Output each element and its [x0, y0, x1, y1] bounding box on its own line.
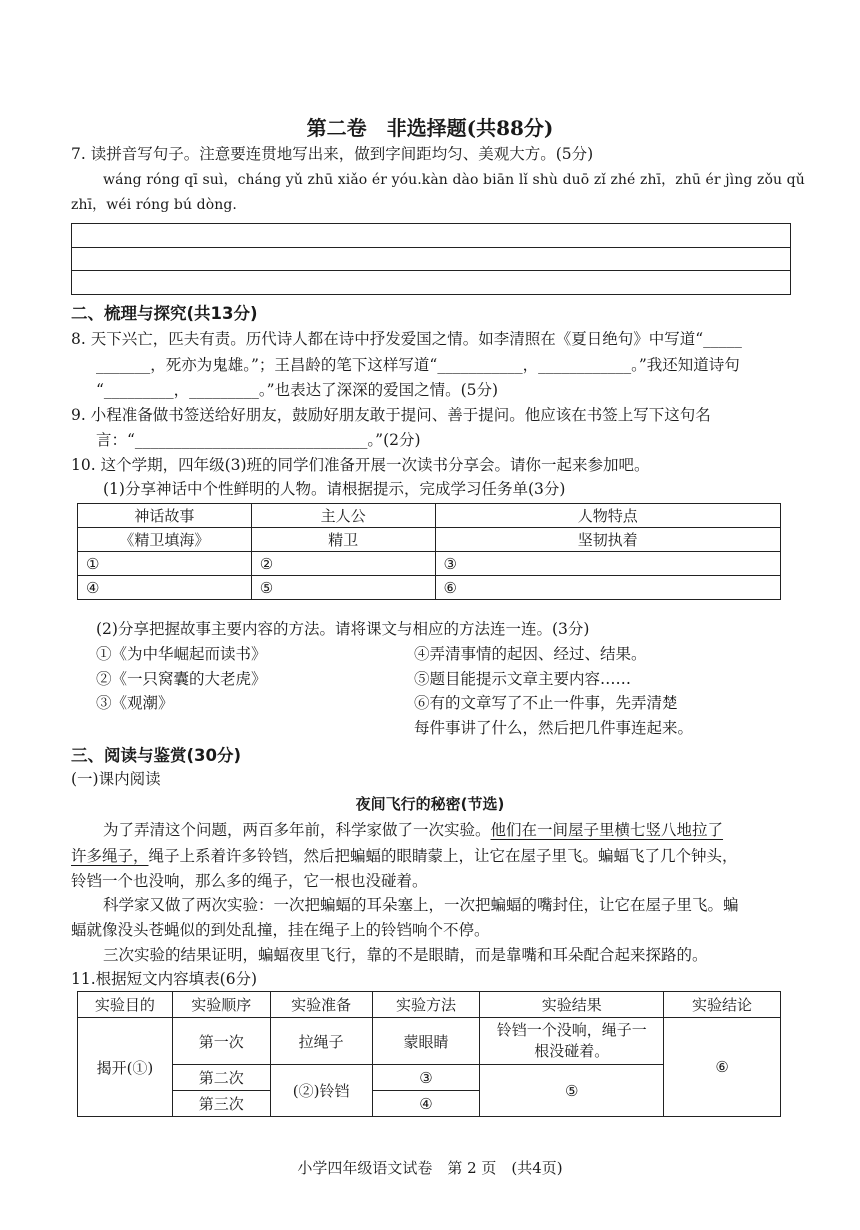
method-cell: 蒙眼睛	[372, 1018, 480, 1065]
match-left-item[interactable]: ②《一只窝囊的大老虎》	[96, 670, 267, 688]
underlined-sentence: 许多绳子，	[71, 847, 149, 865]
header-cell: 实验方法	[372, 992, 480, 1018]
conclusion-cell[interactable]: ⑥	[664, 1018, 781, 1117]
q10-stem: 10. 这个学期，四年级(3)班的同学们准备开展一次读书分享会。请你一起来参加吧。	[71, 456, 650, 474]
q8-line1: 8. 天下兴亡，匹夫有责。历代诗人都在诗中抒发爱国之情。如李清照在《夏日绝句》中写道“_____	[71, 330, 742, 348]
match-right-item[interactable]: ⑤题目能提示文章主要内容……	[414, 670, 632, 688]
answer-line	[72, 270, 790, 271]
q10-sub1: (1)分享神话中个性鲜明的人物。请根据提示，完成学习任务单(3分)	[103, 480, 566, 498]
passage-p1-line1	[103, 818, 723, 840]
q7-stem: 7. 读拼音写句子。注意要连贯地写出来，做到字间距均匀、美观大方。(5分)	[71, 145, 594, 163]
passage-p3: 三次实验的结果证明，蝙蝠夜里飞行，靠的不是眼睛，而是靠嘴和耳朵配合起来探路的。	[103, 946, 708, 964]
blank-cell[interactable]: ⑥	[435, 576, 781, 600]
q11-stem: 11.根据短文内容填表(6分)	[71, 970, 258, 988]
blank-cell[interactable]: ①	[78, 552, 252, 576]
header-cell: 神话故事	[78, 504, 252, 528]
table-cell: 坚韧执着	[435, 528, 781, 552]
match-left-item[interactable]: ①《为中华崛起而读书》	[96, 645, 267, 663]
answer-line	[72, 247, 790, 248]
prep-cell[interactable]: (②)铃铛	[270, 1065, 372, 1117]
result-text: 铃铛一个没响，绳子一	[496, 1021, 647, 1039]
method-cell[interactable]: ③	[372, 1065, 480, 1091]
prep-cell: 拉绳子	[270, 1018, 372, 1065]
table-row	[78, 552, 781, 576]
header-cell: 实验准备	[270, 992, 372, 1018]
section3-heading: 三、阅读与鉴赏(30分)	[71, 746, 242, 765]
task-table-header	[78, 504, 781, 528]
table-cell: 《精卫填海》	[78, 528, 252, 552]
match-right-item[interactable]: ④弄清事情的起因、经过、结果。	[414, 645, 647, 663]
header-cell: 实验目的	[78, 992, 173, 1018]
experiment-table	[77, 991, 781, 1117]
q10-sub2: (2)分享把握故事主要内容的方法。请将课文与相应的方法连一连。(3分)	[96, 620, 590, 638]
table-row	[78, 528, 781, 552]
result-text: 根没碰着。	[534, 1042, 610, 1060]
header-cell: 主人公	[251, 504, 435, 528]
passage-p1-line3: 铃铛一个也没响，那么多的绳子，它一根也没碰着。	[71, 872, 428, 890]
q7-answer-grid[interactable]	[71, 223, 791, 295]
page-footer: 小学四年级语文试卷 第 2 页 (共4页)	[297, 1159, 563, 1177]
blank-cell[interactable]: ②	[251, 552, 435, 576]
blank-cell[interactable]: ⑤	[251, 576, 435, 600]
match-right-item[interactable]: ⑥有的文章写了不止一件事，先弄清楚	[414, 694, 678, 712]
q8-line2: _______，死亦为鬼雄。”；王昌龄的笔下这样写道“___________，____________。”我还知道诗句	[96, 356, 740, 374]
table-row	[78, 576, 781, 600]
order-cell: 第三次	[172, 1091, 270, 1117]
blank-cell[interactable]: ③	[435, 552, 781, 576]
q8-line3: “_________，_________。”也表达了深深的爱国之情。(5分)	[96, 381, 499, 399]
passage-p2-line2: 蝠就像没头苍蝇似的到处乱撞，挂在绳子上的铃铛响个不停。	[71, 921, 490, 939]
passage-text: 绳子上系着许多铃铛，然后把蝙蝠的眼睛蒙上，让它在屋子里飞。蝙蝠飞了几个钟头，	[148, 847, 738, 865]
q7-pinyin-line2: zhī，wéi róng bú dòng.	[71, 197, 237, 213]
method-cell[interactable]: ④	[372, 1091, 480, 1117]
header-cell: 实验结果	[480, 992, 664, 1018]
passage-p1-line2	[71, 844, 738, 866]
section2-heading: 二、梳理与探究(共13分)	[71, 304, 258, 323]
passage-text: 为了弄清这个问题，两百多年前，科学家做了一次实验。	[103, 821, 491, 839]
result-cell[interactable]: ⑤	[480, 1065, 664, 1117]
table-row	[78, 1018, 781, 1065]
q9-line2: 言：“______________________________。”(2分)	[96, 431, 421, 449]
header-cell: 实验结论	[664, 992, 781, 1018]
result-cell	[480, 1018, 664, 1065]
experiment-table-header	[78, 992, 781, 1018]
section3-subheading: (一)课内阅读	[71, 770, 161, 788]
page-title: 第二卷 非选择题(共88分)	[306, 116, 554, 140]
underlined-sentence: 他们在一间屋子里横七竖八地拉了	[490, 821, 724, 839]
header-cell: 实验顺序	[172, 992, 270, 1018]
q9-line1: 9. 小程准备做书签送给好朋友，鼓励好朋友敢于提问、善于提问。他应该在书签上写下这句名	[71, 406, 711, 424]
header-cell: 人物特点	[435, 504, 781, 528]
purpose-cell[interactable]: 揭开(①)	[78, 1018, 173, 1117]
table-cell: 精卫	[251, 528, 435, 552]
passage-title: 夜间飞行的秘密(节选)	[355, 795, 505, 813]
match-left-item[interactable]: ③《观潮》	[96, 694, 174, 712]
order-cell: 第二次	[172, 1065, 270, 1091]
order-cell: 第一次	[172, 1018, 270, 1065]
q7-pinyin-line1: wáng róng qī suì，cháng yǔ zhū xiǎo ér yóu.kàn dào biān lǐ shù duō zǐ zhé zhī，zhū ér jìng zǒu qǔ	[103, 172, 805, 188]
passage-p2-line1: 科学家又做了两次实验：一次把蝙蝠的耳朵塞上，一次把蝙蝠的嘴封住，让它在屋子里飞。蝙	[103, 896, 739, 914]
task-table	[77, 503, 781, 600]
match-right-item-cont: 每件事讲了什么，然后把几件事连起来。	[414, 719, 694, 737]
blank-cell[interactable]: ④	[78, 576, 252, 600]
